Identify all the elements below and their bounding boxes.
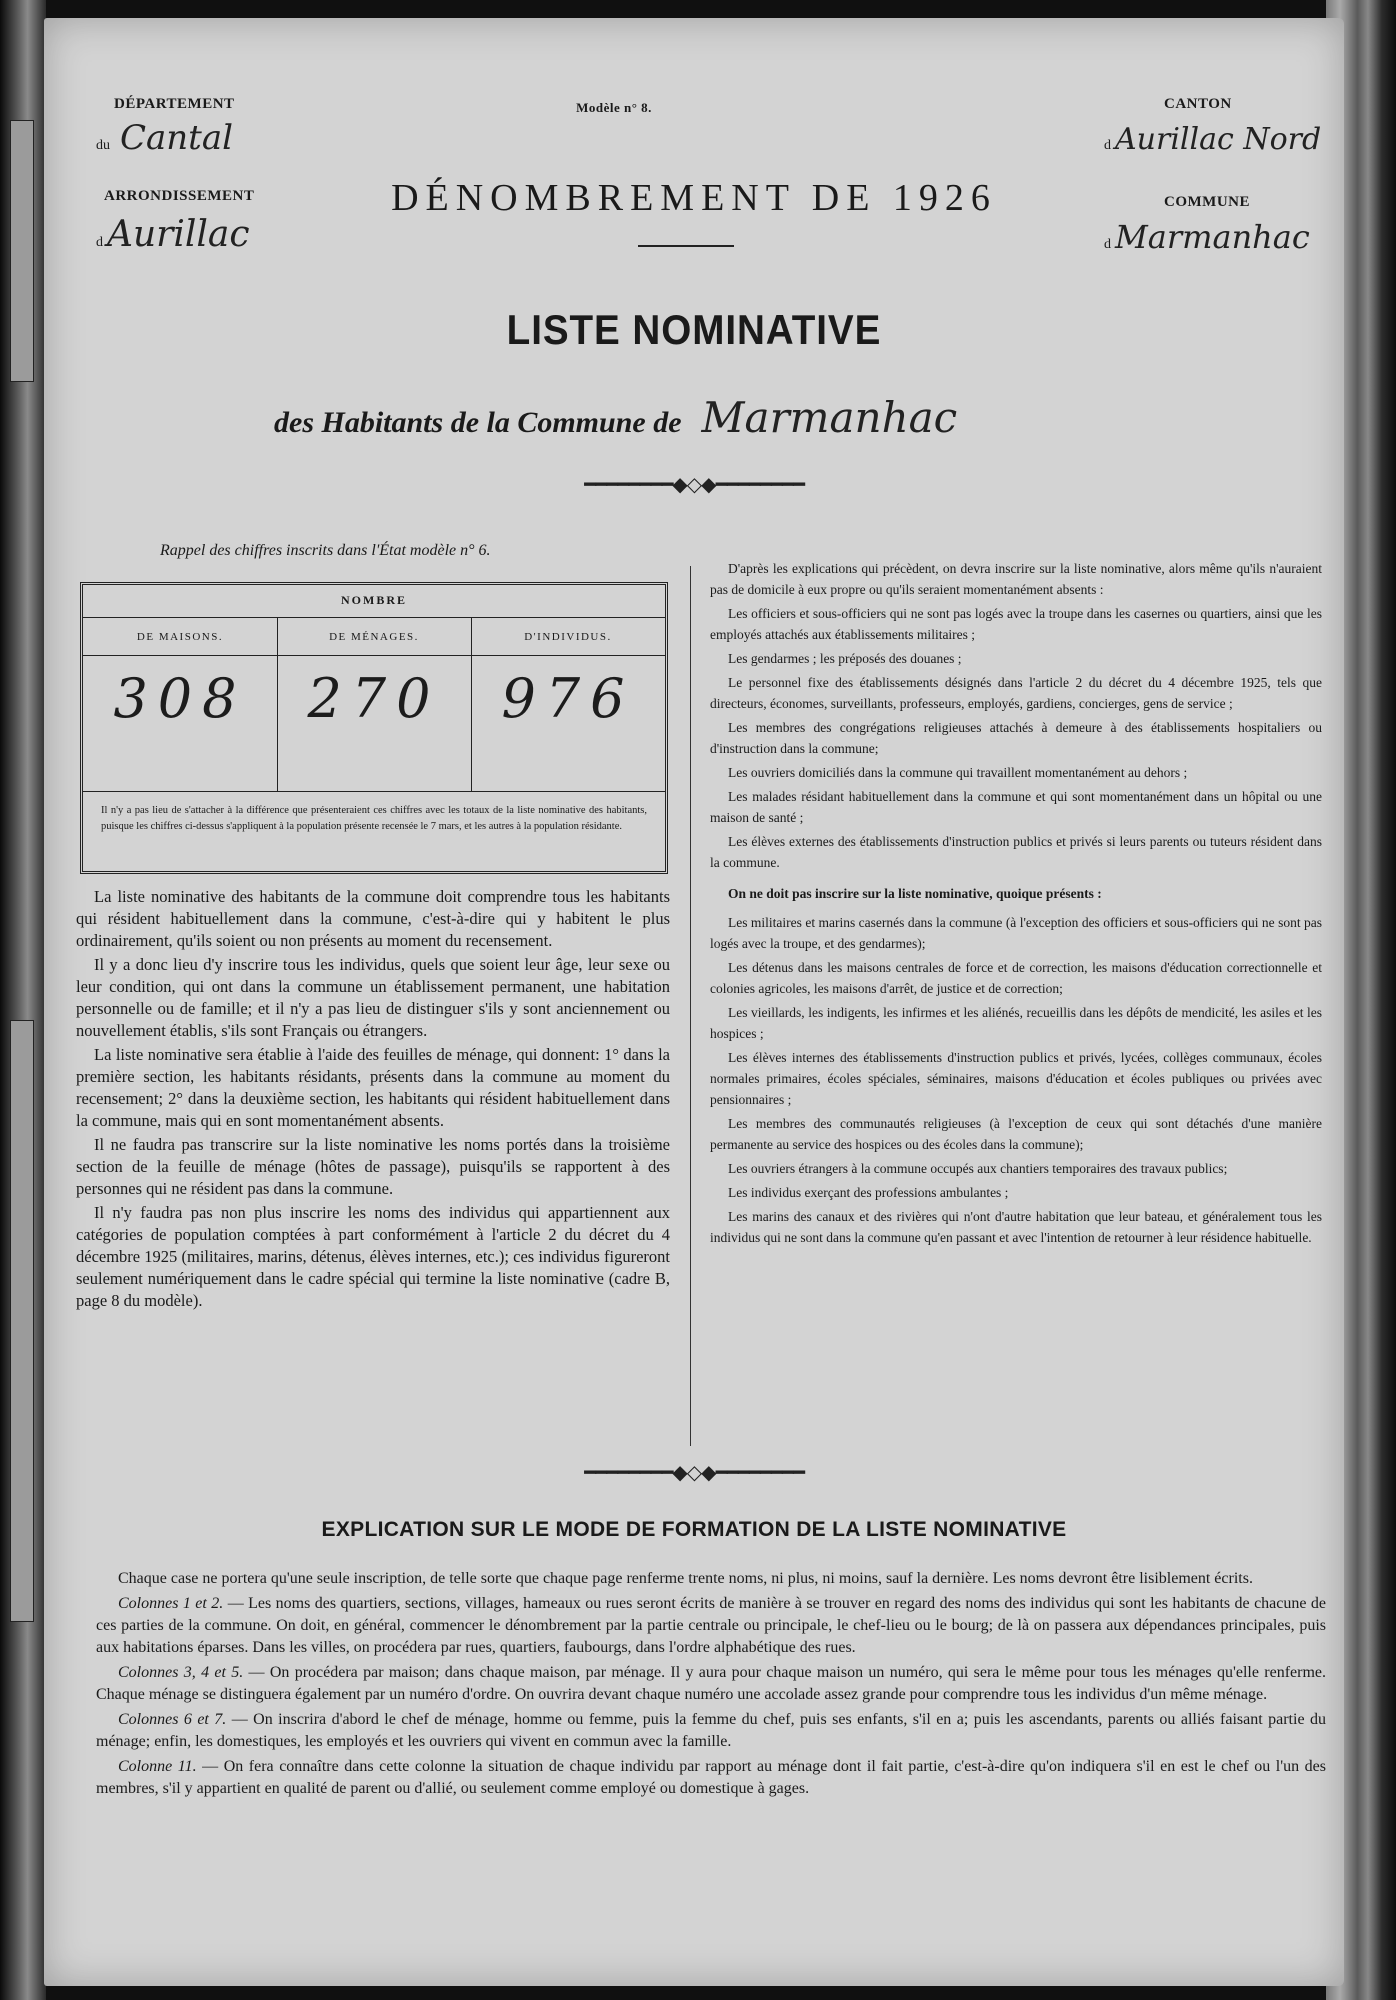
- subtitle-text: des Habitants de la Commune de: [274, 406, 682, 439]
- paragraph-text: — On fera connaître dans cette colonne la situation de chaque individu par rapport au ménage dont il fait partie, c'est-à-dire qu'on indiquera s'il en est le chef ou l'un des membres, s'il y appartient en qualité de parent ou d'allié, ou seulement comme employé ou domestique à gages.: [96, 1758, 1327, 1797]
- explication-body: [96, 1568, 1326, 1803]
- departement-value: Cantal: [120, 118, 233, 158]
- menages-value: 270: [307, 667, 441, 730]
- instruction-paragraph: Il n'y faudra pas non plus inscrire les noms des individus qui appartiennent aux catégories de population comptées à part conformément à l'article 2 du décret du 4 décembre 1925 (militaires, marins, détenus, élèves internes, etc.); ces individus figureront seulement numériquement dans le cadre spécial qui termine la liste nominative (cadre B, page 8 du modèle).: [76, 1203, 670, 1310]
- commune-label: COMMUNE: [1164, 194, 1250, 210]
- inscribe-item: Les membres des congrégations religieuses attachés à demeure à des établissements hospitaliers ou d'instruction dans la commune;: [710, 720, 1322, 756]
- scan-left-edge: [0, 0, 46, 2000]
- individus-value: 976: [501, 667, 635, 730]
- instruction-paragraph: Il ne faudra pas transcrire sur la liste nominative les noms portés dans la troisième section de la feuille de ménage (hôtes de passage), puisqu'ils se rapportent à des personnes qui ne résident pas dans la commune.: [76, 1135, 670, 1198]
- column-header-individus: D'INDIVIDUS.: [524, 631, 612, 643]
- exclude-item: Les ouvriers étrangers à la commune occupés aux chantiers temporaires des travaux publics;: [728, 1161, 1228, 1176]
- stats-note: Il n'y a pas lieu de s'attacher à la différence que présenteraient ces chiffres avec les totaux de la liste nominative des habitants, puisque les chiffres ci-dessus s'appliquent à la population présente recensée le 7 mars, et les autres à la population résidante.: [101, 805, 647, 832]
- table-rule: [83, 655, 665, 656]
- exclusion-heading: On ne doit pas inscrire sur la liste nominative, quoique présents :: [728, 886, 1102, 901]
- adjacent-page-strip: [10, 1020, 34, 1622]
- commune-field: [1104, 218, 1344, 256]
- inscribe-item: Les gendarmes ; les préposés des douanes ;: [728, 651, 962, 666]
- adjacent-page-strip: [10, 120, 34, 382]
- prefix: d: [96, 138, 103, 153]
- right-intro: D'après les explications qui précèdent, on devra inscrire sur la liste nominative, alors même qu'ils n'auraient pas de domicile à eux propre ou qu'ils seraient momentanément absents :: [710, 561, 1322, 597]
- inscribe-list: [710, 603, 1322, 873]
- explication-paragraph: [96, 1662, 1326, 1706]
- prefix: d: [96, 235, 103, 250]
- liste-nominative-title: LISTE NOMINATIVE: [506, 306, 882, 353]
- arrondissement-field: [96, 214, 356, 255]
- paragraph-text: — On procédera par maison; dans chaque maison, par ménage. Il y aura pour chaque maison un numéro, qui sera le même pour tous les ménages qu'elle renferme. Chaque ménage se distinguera également par un numéro d'ordre. On ouvrira devant chaque numéro une accolade assez grande pour comprendre tous les individus d'un même ménage.: [96, 1664, 1326, 1703]
- column-ref: Colonne 11.: [118, 1758, 197, 1775]
- inscribe-item: Les malades résidant habituellement dans la commune et qui sont momentanément dans un hôpital ou une maison de santé ;: [710, 789, 1322, 825]
- subtitle-line: [274, 393, 1174, 442]
- table-rule: [83, 791, 665, 792]
- title-rule: [638, 245, 734, 247]
- commune-value: Marmanhac: [1115, 218, 1310, 256]
- exclude-item: Les membres des communautés religieuses (à l'exception de ceux qui sont détachés d'une manière permanente au service des hospices ou des écoles dans la commune);: [710, 1116, 1322, 1152]
- column-header-menages: DE MÉNAGES.: [329, 631, 419, 643]
- paragraph-text: — Les noms des quartiers, sections, villages, hameaux ou rues seront écrits de manière à se trouver en regard des noms des individus qui sont les habitants de chacune de ces parties de la commune. On doit, en général, commencer le dénombrement par la partie centrale ou principale, le chef-lieu ou le bourg; de là on passera aux dépendances principales, puis aux habitations éparses. Dans les villes, on procédera par rues, quartiers, faubourgs, dans l'ordre alphabétique des rues.: [96, 1595, 1327, 1656]
- column-ref: Colonnes 1 et 2.: [118, 1595, 224, 1612]
- instruction-paragraph: Il y a donc lieu d'y inscrire tous les individus, quels que soient leur âge, leur sexe ou leur condition, qui ont dans la commune un établissement permanent, une habitation personnelle ou de famille; et il n'y a pas lieu de distinguer s'ils y sont anciennement ou nouvellement établis, s'ils sont Français ou étrangers.: [76, 955, 670, 1040]
- instruction-paragraph: La liste nominative sera établie à l'aide des feuilles de ménage, qui donnent: 1° dans la première section, les habitants résidants, présents dans la commune au moment du recensement; 2° dans la deuxième section, les habitants qui résident habituellement dans la commune, mais qui en sont momentanément absents.: [76, 1045, 670, 1130]
- denombrement-title: DÉNOMBREMENT DE 1926: [391, 177, 997, 219]
- ornament-divider: ━━━━━━━━◆◇◆━━━━━━━━: [584, 474, 804, 496]
- stats-table: [80, 582, 668, 874]
- departement-field: du Cantal: [96, 118, 233, 158]
- left-column-text: [76, 886, 670, 1314]
- inscribe-item: Les officiers et sous-officiers qui ne sont pas logés avec la troupe dans les casernes ou quartiers, ainsi que les employés attachés aux établissements militaires ;: [710, 606, 1322, 642]
- canton-label: CANTON: [1164, 96, 1232, 112]
- explication-paragraph: [96, 1593, 1326, 1659]
- explication-title: EXPLICATION SUR LE MODE DE FORMATION DE LA LISTE NOMINATIVE: [321, 1518, 1067, 1541]
- prefix: d: [1104, 237, 1111, 252]
- exclude-item: Les vieillards, les indigents, les infirmes et les aliénés, recueillis dans les dépôts de mendicité, les asiles et les hospices ;: [710, 1005, 1322, 1041]
- table-rule: [83, 617, 665, 618]
- arrondissement-value: Aurillac: [107, 214, 250, 255]
- column-ref: Colonnes 3, 4 et 5.: [118, 1664, 244, 1681]
- departement-label: DÉPARTEMENT: [114, 96, 235, 112]
- explication-paragraph: [96, 1709, 1326, 1753]
- explication-paragraph: Chaque case ne portera qu'une seule inscription, de telle sorte que chaque page renferme trente noms, ni plus, ni moins, sauf la dernière. Les noms devront être lisiblement écrits.: [118, 1570, 1253, 1587]
- exclude-item: Les détenus dans les maisons centrales de force et de correction, les maisons d'éducation correctionnelle et colonies agricoles, les maisons d'arrêt, de justice et de correction;: [710, 960, 1322, 996]
- inscribe-item: Les élèves externes des établissements d'instruction publics et privés si leurs parents ou tuteurs résident dans la commune.: [710, 834, 1322, 870]
- maisons-value: 308: [113, 667, 247, 730]
- column-ref: Colonnes 6 et 7.: [118, 1711, 227, 1728]
- exclude-item: Les élèves internes des établissements d'instruction publics et privés, lycées, collèges communaux, écoles normales primaires, écoles spéciales, séminaires, maisons d'éducation et écoles publiques ou privées avec pensionnaires ;: [710, 1050, 1322, 1107]
- arrondissement-label: ARRONDISSEMENT: [104, 188, 255, 204]
- exclude-item: Les marins des canaux et des rivières qui n'ont d'autre habitation que leur bateau, et généralement tous les individus qui ne sont dans la commune qu'en passant et avec l'intention de retourner à leur résidence habituelle.: [710, 1209, 1322, 1245]
- inscribe-item: Le personnel fixe des établissements désignés dans l'article 2 du décret du 4 décembre 1925, tels que directeurs, économes, surveillants, professeurs, employés, gardiens, concierges, gens de service ;: [710, 675, 1322, 711]
- exclude-item: Les militaires et marins casernés dans la commune (à l'exception des officiers et sous-officiers qui ne sont pas logés avec la troupe, et des gendarmes);: [710, 915, 1322, 951]
- census-page: [44, 18, 1344, 1986]
- instruction-paragraph: La liste nominative des habitants de la commune doit comprendre tous les habitants qui résident habituellement dans la commune, c'est-à-dire qui y habitent le plus ordinairement, qu'ils soient ou non présents au moment du recensement.: [76, 887, 670, 950]
- prefix: d: [1104, 138, 1111, 153]
- column-header-maisons: DE MAISONS.: [136, 631, 224, 643]
- modele-number: Modèle n° 8.: [576, 100, 652, 115]
- column-divider: [690, 566, 691, 1446]
- canton-field: [1104, 122, 1344, 157]
- explication-paragraph: [96, 1756, 1326, 1800]
- recall-caption: Rappel des chiffres inscrits dans l'État modèle n° 6.: [160, 542, 491, 559]
- right-column-text: [710, 558, 1322, 1251]
- subtitle-commune: Marmanhac: [701, 393, 958, 442]
- inscribe-item: Les ouvriers domiciliés dans la commune qui travaillent momentanément au dehors ;: [728, 765, 1188, 780]
- exclude-list: [710, 912, 1322, 1248]
- canton-value: Aurillac Nord: [1115, 122, 1322, 157]
- paragraph-text: — On inscrira d'abord le chef de ménage, homme ou femme, puis la femme du chef, puis ses enfants, s'il en a; puis les ascendants, parents ou alliés faisant partie du ménage; enfin, les domestiques, les employés et les ouvriers qui vivent en commun avec la famille.: [96, 1711, 1326, 1750]
- ornament-divider: ━━━━━━━━◆◇◆━━━━━━━━: [584, 1462, 804, 1484]
- nombre-header: NOMBRE: [341, 593, 407, 607]
- exclude-item: Les individus exerçant des professions ambulantes ;: [728, 1185, 1009, 1200]
